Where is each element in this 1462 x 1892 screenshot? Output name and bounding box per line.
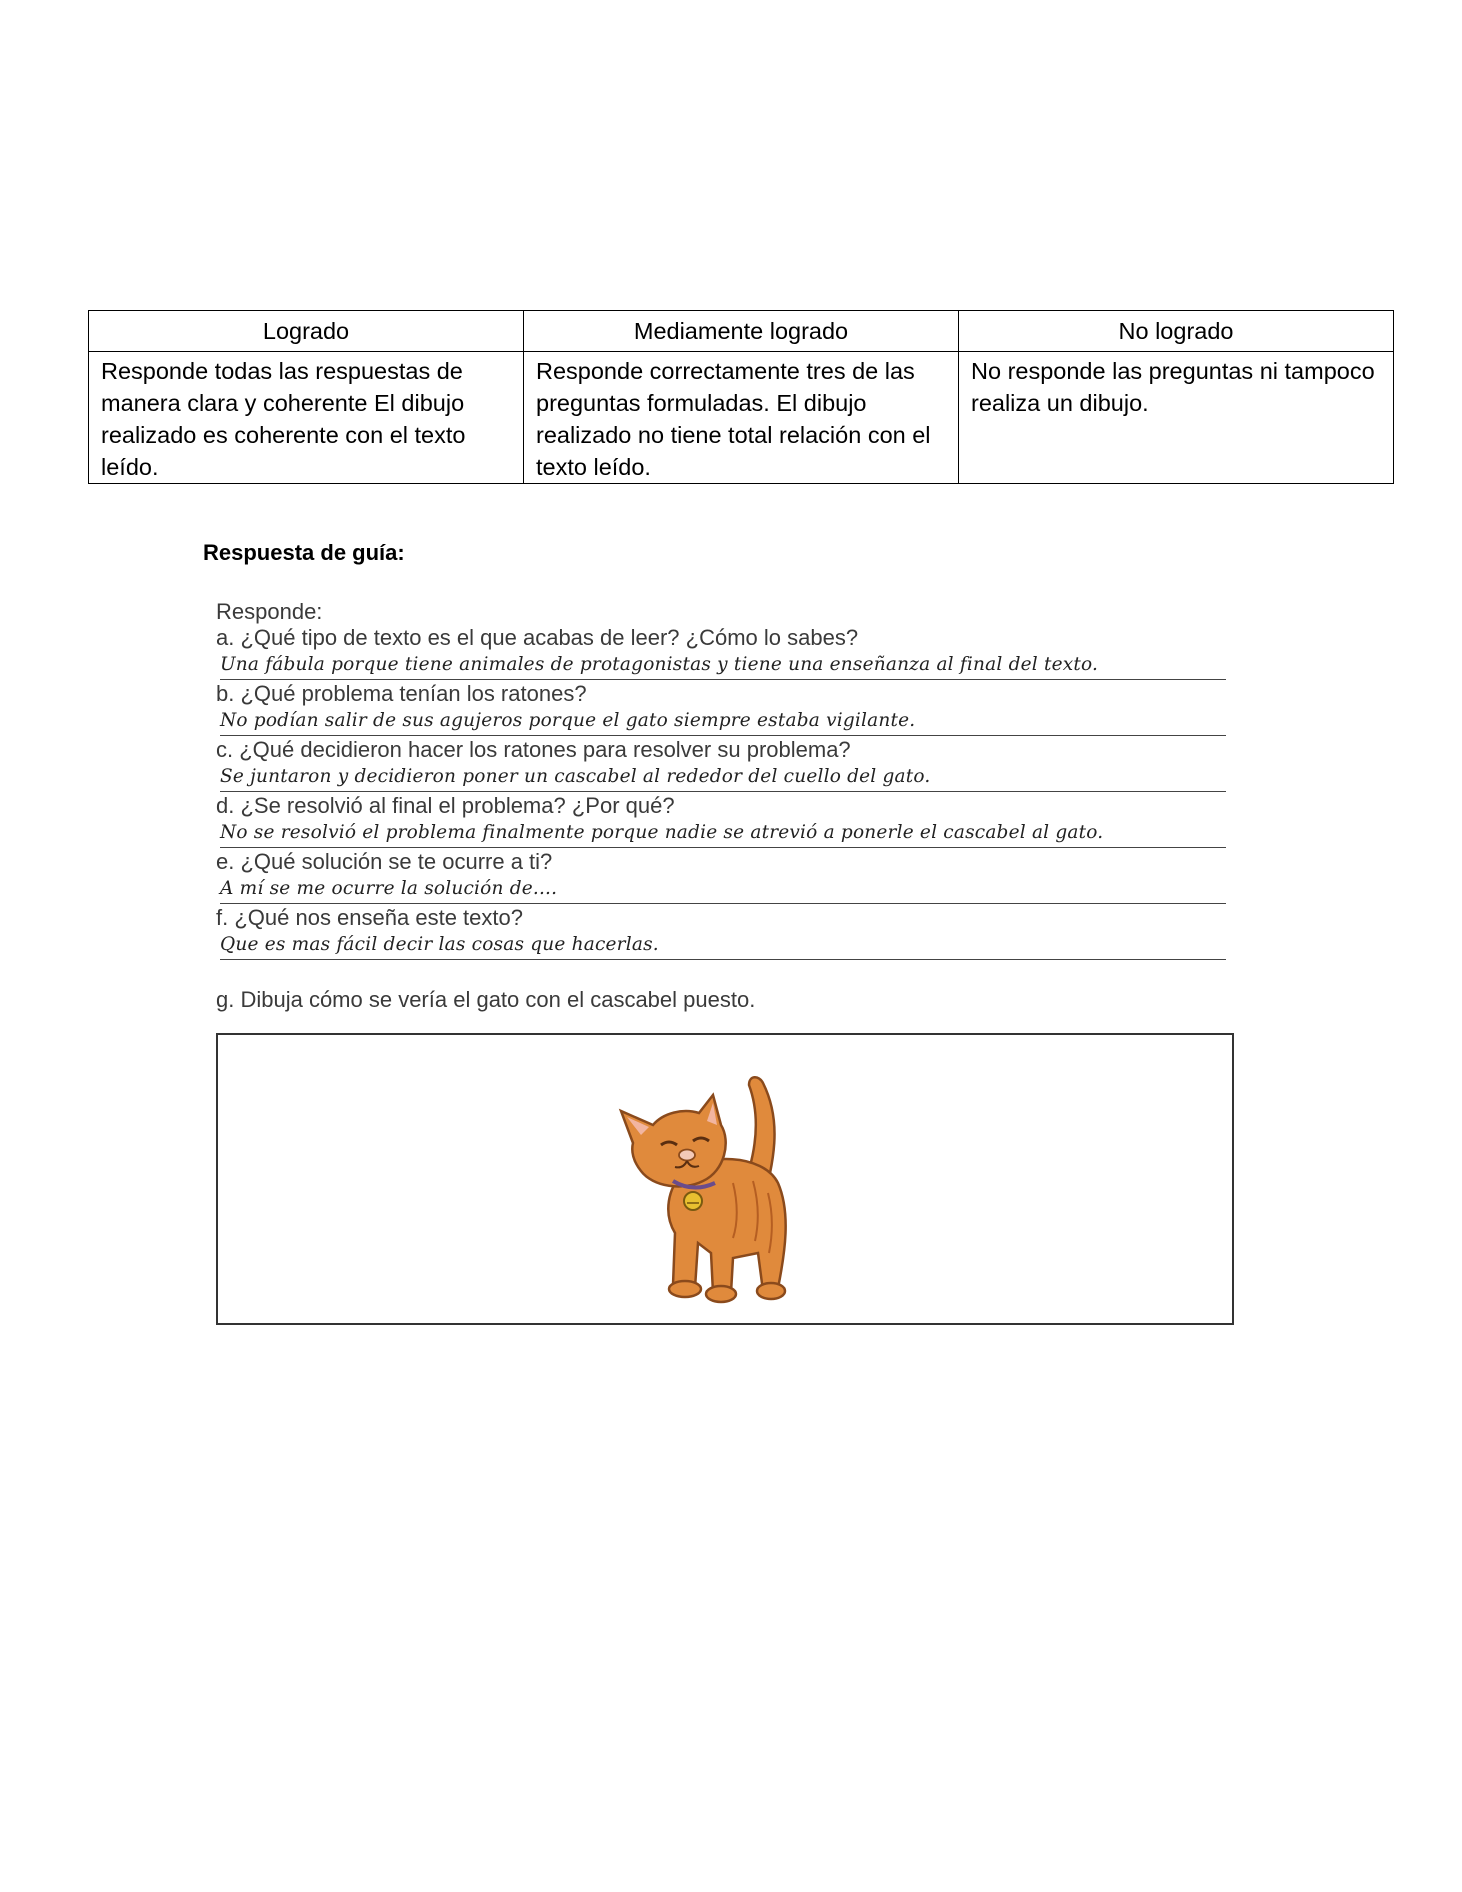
- worksheet-intro: Responde:: [216, 599, 323, 624]
- answer-line: A mí se me ocurre la solución de....: [220, 877, 1226, 904]
- rubric-header-row: [89, 311, 1394, 352]
- answer-line: Una fábula porque tiene animales de protagonistas y tiene una enseñanza al final del texto.: [220, 653, 1226, 680]
- answer-line: Se juntaron y decidieron poner un cascabel al rededor del cuello del gato.: [220, 765, 1226, 792]
- rubric-header-mediamente-logrado: Mediamente logrado: [524, 311, 959, 352]
- rubric-criteria-row: [89, 352, 1394, 484]
- rubric-header-no-logrado: No logrado: [959, 311, 1394, 352]
- question-text: e. ¿Qué solución se te ocurre a ti?: [216, 849, 553, 874]
- question-text: d. ¿Se resolvió al final el problema? ¿Por qué?: [216, 793, 675, 818]
- drawing-box: [216, 1033, 1234, 1325]
- question-text: c. ¿Qué decidieron hacer los ratones para resolver su problema?: [216, 737, 851, 762]
- question-text: b. ¿Qué problema tenían los ratones?: [216, 681, 587, 706]
- draw-prompt: g. Dibuja cómo se vería el gato con el cascabel puesto.: [216, 987, 756, 1012]
- question-text: a. ¿Qué tipo de texto es el que acabas de leer? ¿Cómo lo sabes?: [216, 625, 859, 650]
- cat-with-bell-icon: [613, 1053, 823, 1313]
- question-text: f. ¿Qué nos enseña este texto?: [216, 905, 523, 930]
- rubric-cell-logrado: Responde todas las respuestas de manera clara y coherente El dibujo realizado es coherente con el texto leído.: [89, 352, 524, 484]
- rubric-header-logrado: Logrado: [89, 311, 524, 352]
- guide-title: Respuesta de guía:: [203, 540, 405, 565]
- answer-line: No podían salir de sus agujeros porque el gato siempre estaba vigilante.: [220, 709, 1226, 736]
- rubric-cell-no-logrado: No responde las preguntas ni tampoco realiza un dibujo.: [959, 352, 1394, 484]
- rubric-cell-mediamente-logrado: Responde correctamente tres de las preguntas formuladas. El dibujo realizado no tiene total relación con el texto leído.: [524, 352, 959, 484]
- answer-line: No se resolvió el problema finalmente porque nadie se atrevió a ponerle el cascabel al gato.: [220, 821, 1226, 848]
- rubric-table: [88, 310, 1394, 484]
- answer-line: Que es mas fácil decir las cosas que hacerlas.: [220, 933, 1226, 960]
